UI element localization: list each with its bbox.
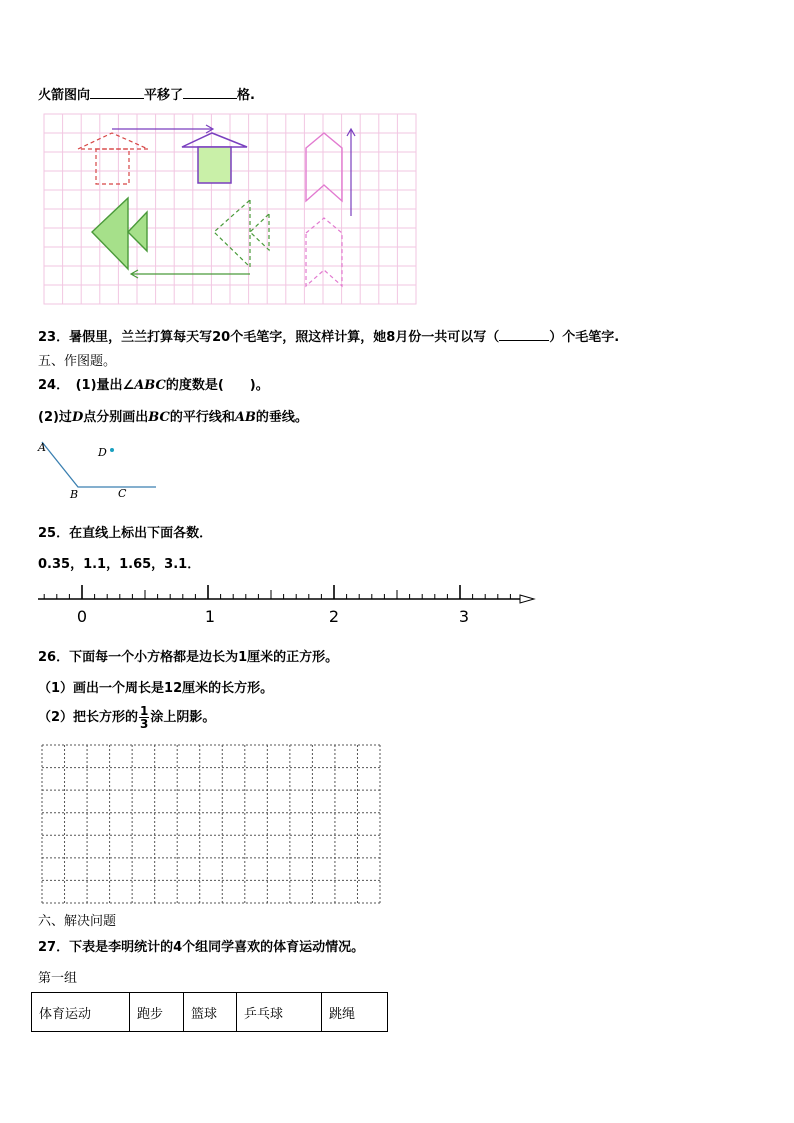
q24-p2-b: 点分别画出 (83, 410, 149, 425)
tick-label-1: 1 (204, 607, 216, 626)
q23-text-3: 月份一共可以写（ (395, 330, 500, 345)
angle-figure[interactable] (30, 436, 170, 502)
q23-num-8: 8 (386, 330, 396, 345)
q26-part1: （1）画出一个周长是12厘米的长方形。 (38, 681, 274, 696)
q24-part1-suffix: 的度数是( )。 (165, 378, 269, 393)
pink-rocket-solid (306, 133, 342, 201)
q27-group-label: 第一组 (38, 971, 78, 986)
q23-text-1: 23．暑假里，兰兰打算每天写 (38, 330, 213, 345)
left-arrow (131, 270, 250, 278)
section-6-title: 六、解决问题 (38, 914, 117, 929)
q26-part2-prefix: （2）把长方形的 (38, 710, 139, 725)
table-header-cell: 篮球 (184, 993, 237, 1032)
q24-p2-ab: AB (234, 410, 256, 425)
up-arrow (347, 129, 355, 216)
q24-part1 (38, 374, 269, 393)
translation-figure (40, 110, 420, 306)
q23-answer-blank[interactable] (499, 329, 549, 341)
number-line-arrow (520, 595, 534, 603)
q23-num-20: 20 (212, 330, 231, 345)
point-d (110, 448, 114, 452)
q26-part2-suffix: 涂上阴影。 (150, 710, 216, 725)
table-header-cell: 体育运动 (32, 993, 130, 1032)
fraction-numerator: 1 (140, 704, 149, 718)
q24-p2-c: 的平行线和 (169, 410, 235, 425)
label-d: D (98, 446, 107, 459)
tick-label-3: 3 (458, 607, 470, 626)
table-header-cell: 乒乓球 (237, 993, 322, 1032)
square-grid[interactable] (40, 743, 382, 905)
q24-p2-e: 的垂线。 (255, 410, 308, 425)
q26-title: 26．下面每一个小方格都是边长为1厘米的正方形。 (38, 650, 339, 665)
q27-title: 27．下表是李明统计的4个组同学喜欢的体育运动情况。 (38, 940, 365, 955)
q24-angle-name: ABC (134, 378, 166, 393)
q22-line (38, 84, 255, 103)
section-5-title: 五、作图题。 (38, 354, 117, 369)
q24-p2-bc: BC (148, 410, 170, 425)
tick-label-0: 0 (76, 607, 88, 626)
q22-suffix: 格. (237, 88, 255, 103)
q24-part2 (38, 406, 308, 425)
tick-label-2: 2 (328, 607, 340, 626)
table-header-cell: 跳绳 (322, 993, 388, 1032)
table-header-cell: 跑步 (130, 993, 184, 1032)
q24-part1-prefix: 24． (1)量出∠ (38, 378, 135, 393)
q23-text-4: ）个毛笔字. (549, 330, 620, 345)
label-a: A (38, 441, 46, 454)
table-row (32, 993, 388, 1032)
number-line[interactable] (36, 580, 540, 630)
sports-table (31, 992, 388, 1032)
q22-prefix: 火箭图向 (38, 88, 91, 103)
q23-text-2: 个毛笔字，照这样计算，她 (230, 330, 387, 345)
q22-blank-count[interactable] (183, 87, 237, 99)
q24-p2-a: (2)过 (38, 410, 72, 425)
label-b: B (70, 488, 79, 501)
fraction-denominator: 3 (140, 717, 149, 731)
q23-line (38, 326, 619, 345)
green-triangles-dashed (214, 200, 269, 267)
q22-blank-direction[interactable] (90, 87, 144, 99)
q22-middle: 平移了 (144, 88, 184, 103)
q25-numbers: 0.35，1.1，1.65，3.1． (38, 557, 201, 572)
q24-p2-d: D (71, 410, 84, 425)
label-c: C (118, 487, 127, 500)
q25-title: 25．在直线上标出下面各数． (38, 526, 213, 541)
q26-part2 (38, 704, 215, 732)
right-arrow (112, 125, 213, 133)
fraction-one-third (139, 705, 149, 730)
solid-house (182, 133, 247, 183)
